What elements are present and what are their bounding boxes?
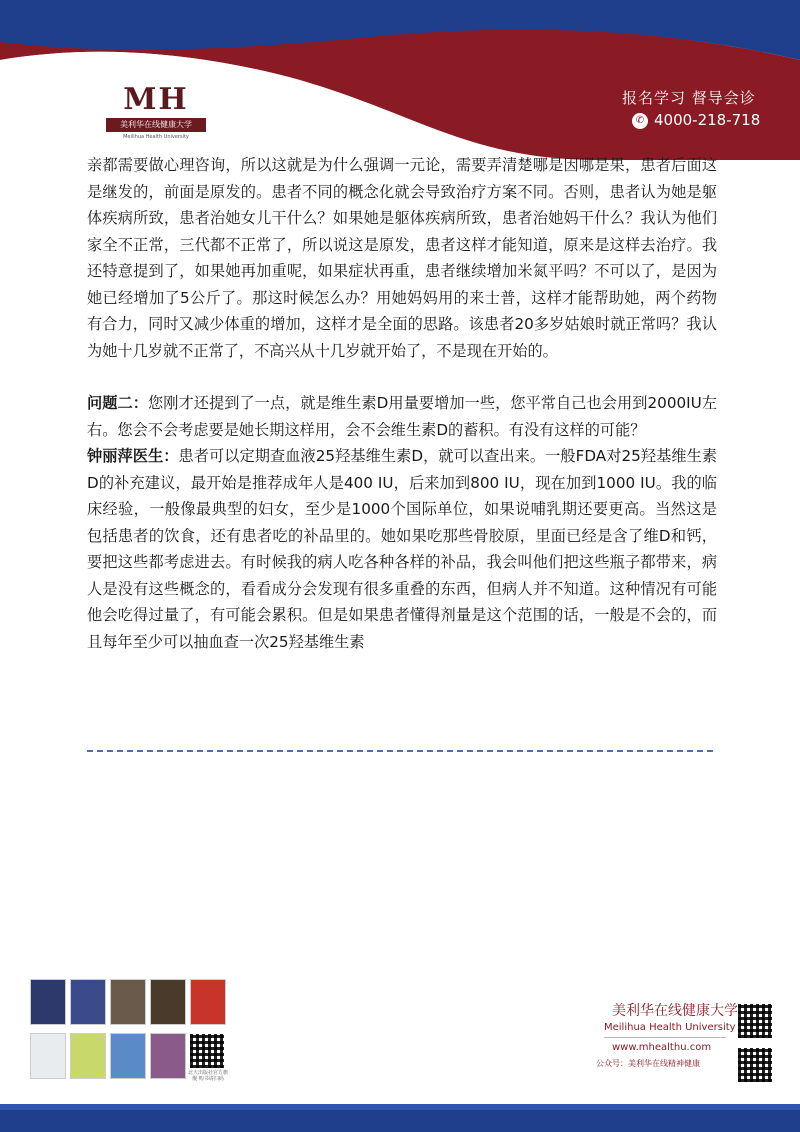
book-cover <box>150 979 186 1025</box>
phone-number: 4000-218-718 <box>654 111 761 129</box>
question-text: 您刚才还提到了一点，就是维生素D用量要增加一些，您平常自己也会用到2000IU左右。您会不会考虑要是她长期这样用，会不会维生素D的蓄积。有没有这样的可能？ <box>87 394 718 439</box>
paragraph: 亲都需要做心理咨询，所以这就是为什么强调一元论，需要弄清楚哪是因哪是果，患者后面这是继发的，前面是原发的。患者不同的概念化就会导致治疗方案不同。否则，患者认为她是躯体疾病所致，患者治她女儿干什么？如果她是躯体疾病所致，患者治她妈干什么？我认为他们家全不正常，三代都不正常了，所以说这是原发，患者这样才能知道，原来是这样去治疗。我还特意提到了，如果她再加重呢，如果症状再重，患者继续增加米氮平吗？不可以了，是因为她已经增加了5公斤了。那这时候怎么办？用她妈妈用的来士普，这样才能帮助她，两个药物有合力，同时又减少体重的增加，这样才是全面的思路。该患者20多岁姑娘时就正常吗？我认为她十几岁就不正常了，不高兴从十几岁就开始了，不是现在开始的。 <box>87 156 717 360</box>
qr-code-icon <box>738 1004 772 1038</box>
header-phone <box>632 111 760 129</box>
book-cover <box>30 979 66 1025</box>
qa-block <box>87 390 717 655</box>
wechat-account: 公众号：美利华在线精神健康 <box>596 1059 700 1068</box>
page-header <box>0 0 800 160</box>
university-name-en: Meilihua Health University <box>604 1022 736 1033</box>
logo-subtitle: Meilihua Health University <box>123 134 189 140</box>
book-cover <box>150 1033 186 1079</box>
footer-rule <box>604 1037 726 1038</box>
book-cover <box>70 979 106 1025</box>
section-divider <box>87 750 713 752</box>
books-caption: 北大出版社官方旗舰 购书请扫码 <box>187 1070 228 1082</box>
header-tagline: 报名学习 督导会诊 <box>622 89 756 107</box>
answer-label: 钟丽萍医生： <box>87 447 179 465</box>
phone-icon: ✆ <box>632 113 648 129</box>
qr-code-icon <box>190 1034 224 1068</box>
logo-banner: 美利华在线健康大学 <box>106 118 206 132</box>
qr-code-icon <box>738 1048 772 1082</box>
question-label: 问题二： <box>87 394 148 412</box>
website: www.mhealthu.com <box>612 1042 712 1053</box>
page-footer <box>0 970 800 1132</box>
book-cover <box>70 1033 106 1079</box>
university-name-cn: 美利华在线健康大学 <box>612 1003 738 1019</box>
footer-band-accent <box>0 1104 800 1110</box>
book-cover <box>30 1033 66 1079</box>
article-body <box>87 152 717 655</box>
book-cover <box>190 979 226 1025</box>
logo-mark: MH <box>123 82 189 117</box>
mh-logo <box>100 78 212 146</box>
book-cover <box>110 1033 146 1079</box>
answer-text: 患者可以定期查血液25羟基维生素D，就可以查出来。一般FDA对25羟基维生素D的补充建议，最开始是推荐成年人是400 IU，后来加到800 IU，现在加到1000 IU。我的临床经验，一般像最典型的妇女，至少是1000个国际单位，如果说哺乳期还要更高。当然这是包括患者的饮食，还有患者吃的补品里的。她如果吃那些骨胶原，里面已经是含了维D和钙，要把这些都考虑进去。有时候我的病人吃各种各样的补品，我会叫他们把这些瓶子都带来，病人是没有这些概念的，看看成分会发现有很多重叠的东西，但病人并不知道。这种情况有可能他会吃得过量了，有可能会累积。但是如果患者懂得剂量是这个范围的话，一般是不会的，而且每年至少可以抽血查一次25羟基维生素 <box>87 447 718 651</box>
book-cover <box>110 979 146 1025</box>
